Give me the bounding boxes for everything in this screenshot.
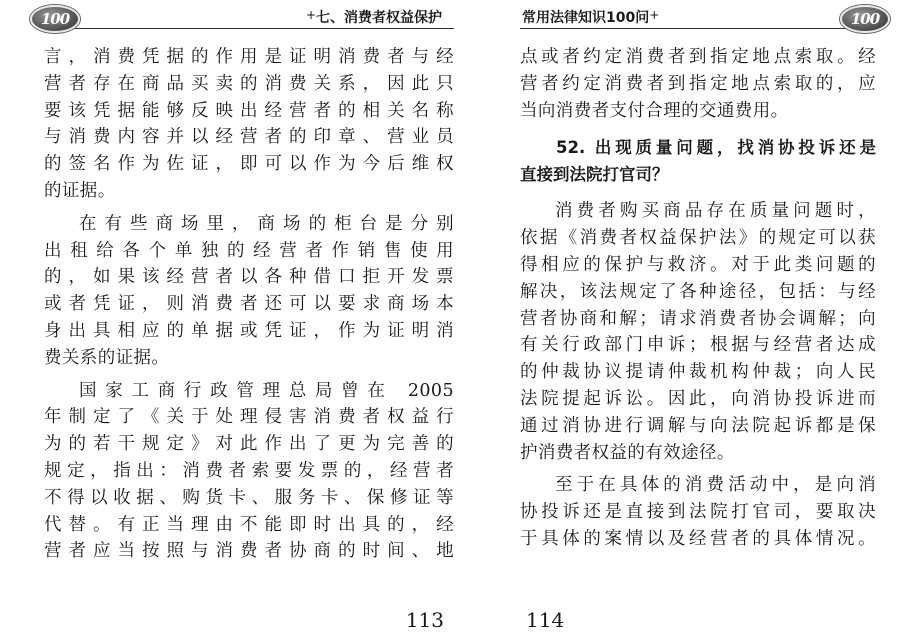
text-line: 身出具相应的单据或凭证，作为证明消 [44,320,454,341]
text-line: 言，消费凭据的作用是证明消费者与经 [44,47,454,67]
text-line: 协投诉还是直接到法院打官司，要取决 [520,502,876,523]
right-page-number: 114 [526,608,565,632]
left-header-title-text: 七、消费者权益保护 [316,10,442,26]
text-line: 营者应当按照与消费者协商的时间、地 [44,541,454,562]
text-line: 不得以收据、购货卡、服务卡、保修证等 [44,487,454,508]
text-line: 于具体的案情以及经营者的具体情况。 [520,528,876,549]
right-page [520,0,880,640]
right-page-body [520,44,876,553]
text-line: 法院提起诉讼。因此，向消协投诉进而 [520,388,876,409]
text-line: 或者凭证，则消费者还可以要求商场本 [44,294,454,315]
right-page-header [520,2,880,32]
text-line: 营者协商和解；请求消费者协会调解；向 [520,308,876,329]
right-header-plus: + [649,8,660,22]
text-line: 的签名作为佐证，即可以作为今后维权 [44,154,454,175]
text-line: 得相应的保护与救济。对于此类问题的 [520,254,876,275]
text-line: 与消费内容并以经营者的印章、营业员 [44,127,454,148]
text-line: 营者约定消费者到指定地点索取的，应 [520,73,876,94]
text-line: 的，如果该经营者以各种借口拒开发票 [44,267,454,288]
left-header-rule [66,28,454,29]
text-line: 点或者约定消费者到指定地点索取。经 [520,47,876,67]
left-page-header [40,2,454,32]
text-line: 的仲裁协议提请仲裁机构仲裁；向人民 [520,362,876,383]
text-line: 依据《消费者权益保护法》的规定可以获 [520,228,876,249]
text-line: 国家工商行政管理总局曾在 2005 [79,380,454,401]
text-line: 有关行政部门申诉；根据与经营者达成 [520,335,876,356]
text-line: 为的若干规定》对此作出了更为完善的 [44,434,454,455]
text-line: 的证据。 [44,180,116,201]
left-header-badge: 100 [30,5,80,33]
text-line: 营者存在商品买卖的消费关系，因此只 [44,73,454,94]
text-line: 消费者购买商品存在质量问题时， [555,201,876,222]
left-header-plus: + [305,8,316,22]
text-line: 通过消协进行调解与向法院起诉都是保 [520,415,876,436]
right-header-title [522,7,659,27]
text-line: 规定，指出：消费者索要发票的，经营者 [44,460,454,481]
text-line: 出租给各个单独的经营者作销售使用 [44,240,454,261]
left-page-number: 113 [405,608,444,632]
text-line: 在有些商场里，商场的柜台是分别 [79,213,454,234]
text-line: 费关系的证据。 [44,347,170,368]
text-line: 护消费者权益的有效途径。 [520,442,735,463]
right-header-badge: 100 [840,5,890,33]
left-header-title [306,7,442,27]
left-page-body [44,44,454,565]
text-line: 代替。有正当理由不能即时出具的，经 [44,514,454,535]
left-page [40,0,454,640]
text-line: 要该凭据能够反映出经营者的相关名称 [44,100,454,121]
text-line: 当向消费者支付合理的交通费用。 [520,100,789,121]
text-line: 解决，该法规定了各种途径，包括：与经 [520,281,876,302]
text-line: 年制定了《关于处理侵害消费者权益行 [44,407,454,428]
question-heading: 直接到法院打官司？ [520,165,669,185]
right-header-rule [520,28,854,29]
question-heading: 52. 出现质量问题，找消协投诉还是 [556,138,876,158]
right-header-title-text: 常用法律知识100问 [522,10,650,26]
text-line: 至于在具体的消费活动中，是向消 [555,475,876,496]
